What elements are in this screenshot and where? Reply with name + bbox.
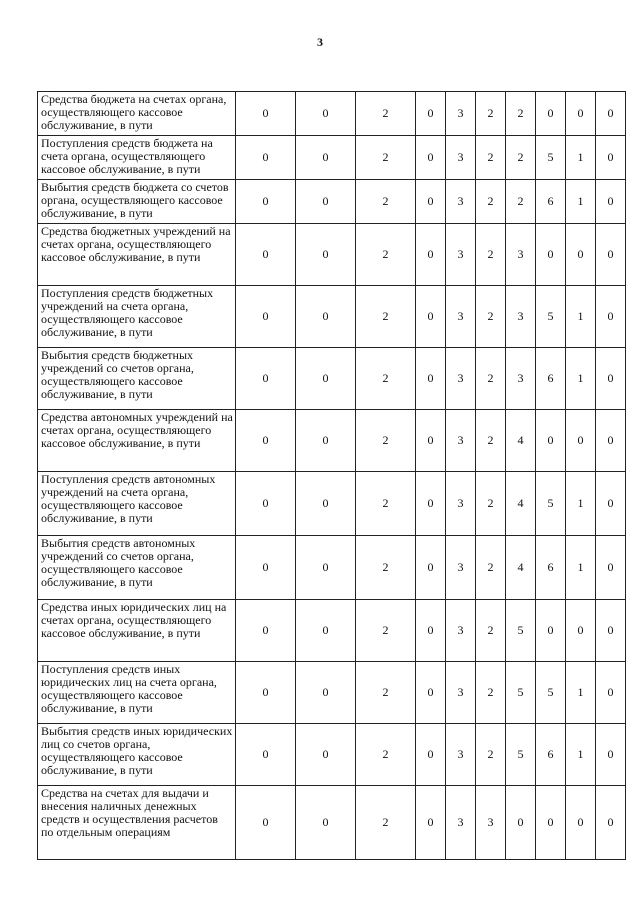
table-row — [38, 536, 626, 600]
code-digit-cell: 3 — [476, 786, 506, 860]
code-digit-cell: 2 — [356, 348, 416, 410]
code-digit-cell: 0 — [536, 600, 566, 662]
row-label-cell: Средства автономных учреждений на счетах органа, осуществляющего кассовое обслуживание, в пути — [38, 410, 236, 472]
code-digit-cell: 0 — [296, 136, 356, 180]
code-digit-cell: 0 — [236, 786, 296, 860]
code-digit-cell: 0 — [416, 224, 446, 286]
code-digit-cell: 0 — [536, 786, 566, 860]
code-digit-cell: 1 — [566, 472, 596, 536]
code-digit-cell: 1 — [566, 536, 596, 600]
code-digit-cell: 5 — [536, 662, 566, 724]
code-digit-cell: 2 — [356, 786, 416, 860]
code-digit-cell: 0 — [236, 410, 296, 472]
code-digit-cell: 2 — [356, 180, 416, 224]
code-digit-cell: 0 — [536, 410, 566, 472]
code-digit-cell: 0 — [416, 180, 446, 224]
code-digit-cell: 2 — [476, 286, 506, 348]
table-row — [38, 662, 626, 724]
code-digit-cell: 2 — [356, 600, 416, 662]
code-digit-cell: 2 — [356, 136, 416, 180]
table-row — [38, 786, 626, 860]
code-digit-cell: 3 — [446, 180, 476, 224]
code-digit-cell: 0 — [416, 348, 446, 410]
code-digit-cell: 1 — [566, 136, 596, 180]
code-digit-cell: 3 — [446, 410, 476, 472]
code-digit-cell: 0 — [596, 662, 626, 724]
table-row — [38, 180, 626, 224]
page-number: 3 — [317, 35, 323, 49]
row-label-cell: Средства бюджетных учреждений на счетах органа, осуществляющего кассовое обслуживание, в пути — [38, 224, 236, 286]
code-digit-cell: 0 — [296, 600, 356, 662]
code-digit-cell: 2 — [506, 92, 536, 136]
row-label-cell: Средства бюджета на счетах органа, осуществляющего кассовое обслуживание, в пути — [38, 92, 236, 136]
code-digit-cell: 0 — [596, 600, 626, 662]
code-digit-cell: 0 — [416, 536, 446, 600]
code-digit-cell: 3 — [506, 286, 536, 348]
code-digit-cell: 6 — [536, 536, 566, 600]
code-digit-cell: 5 — [536, 136, 566, 180]
table-row — [38, 224, 626, 286]
code-digit-cell: 0 — [596, 224, 626, 286]
code-digit-cell: 0 — [566, 92, 596, 136]
code-digit-cell: 2 — [476, 224, 506, 286]
code-digit-cell: 0 — [536, 92, 566, 136]
table-row — [38, 410, 626, 472]
code-digit-cell: 0 — [416, 662, 446, 724]
row-label-cell: Выбытия средств бюджетных учреждений со счетов органа, осуществляющего кассовое обслуживание, в пути — [38, 348, 236, 410]
code-digit-cell: 5 — [506, 724, 536, 786]
code-digit-cell: 0 — [506, 786, 536, 860]
code-digit-cell: 0 — [566, 786, 596, 860]
code-digit-cell: 0 — [596, 92, 626, 136]
code-digit-cell: 2 — [356, 410, 416, 472]
code-digit-cell: 2 — [356, 286, 416, 348]
code-digit-cell: 0 — [236, 136, 296, 180]
code-digit-cell: 0 — [296, 180, 356, 224]
account-codes-table — [37, 91, 626, 860]
code-digit-cell: 0 — [236, 472, 296, 536]
code-digit-cell: 0 — [236, 180, 296, 224]
code-digit-cell: 1 — [566, 724, 596, 786]
code-digit-cell: 0 — [416, 724, 446, 786]
code-digit-cell: 3 — [506, 224, 536, 286]
code-digit-cell: 0 — [596, 472, 626, 536]
code-digit-cell: 3 — [446, 536, 476, 600]
code-digit-cell: 4 — [506, 536, 536, 600]
code-digit-cell: 2 — [356, 662, 416, 724]
code-digit-cell: 0 — [416, 786, 446, 860]
code-digit-cell: 0 — [416, 286, 446, 348]
code-digit-cell: 3 — [446, 348, 476, 410]
code-digit-cell: 0 — [596, 286, 626, 348]
code-digit-cell: 3 — [446, 786, 476, 860]
code-digit-cell: 2 — [476, 410, 506, 472]
code-digit-cell: 2 — [356, 224, 416, 286]
code-digit-cell: 2 — [356, 724, 416, 786]
code-digit-cell: 0 — [296, 472, 356, 536]
code-digit-cell: 3 — [446, 92, 476, 136]
code-digit-cell: 0 — [416, 92, 446, 136]
code-digit-cell: 2 — [476, 348, 506, 410]
row-label-cell: Поступления средств бюджетных учреждений на счета органа, осуществляющего кассовое обслуживание, в пути — [38, 286, 236, 348]
code-digit-cell: 0 — [236, 224, 296, 286]
row-label-cell: Поступления средств бюджета на счета органа, осуществляющего кассовое обслуживание, в пути — [38, 136, 236, 180]
code-digit-cell: 6 — [536, 724, 566, 786]
code-digit-cell: 0 — [596, 724, 626, 786]
code-digit-cell: 1 — [566, 180, 596, 224]
code-digit-cell: 1 — [566, 662, 596, 724]
code-digit-cell: 0 — [566, 410, 596, 472]
table-row — [38, 136, 626, 180]
code-digit-cell: 2 — [476, 180, 506, 224]
code-digit-cell: 3 — [446, 286, 476, 348]
code-digit-cell: 2 — [356, 92, 416, 136]
code-digit-cell: 2 — [476, 92, 506, 136]
code-digit-cell: 5 — [536, 472, 566, 536]
code-digit-cell: 0 — [296, 662, 356, 724]
code-digit-cell: 6 — [536, 348, 566, 410]
code-digit-cell: 3 — [446, 724, 476, 786]
code-digit-cell: 2 — [356, 536, 416, 600]
table-row — [38, 600, 626, 662]
code-digit-cell: 0 — [566, 224, 596, 286]
code-digit-cell: 3 — [446, 472, 476, 536]
code-digit-cell: 2 — [476, 536, 506, 600]
row-label-cell: Поступления средств иных юридических лиц на счета органа, осуществляющего кассовое обслуживание, в пути — [38, 662, 236, 724]
code-digit-cell: 0 — [236, 348, 296, 410]
code-digit-cell: 0 — [236, 92, 296, 136]
row-label-cell: Средства иных юридических лиц на счетах органа, осуществляющего кассовое обслуживание, в пути — [38, 600, 236, 662]
code-digit-cell: 3 — [446, 600, 476, 662]
code-digit-cell: 0 — [596, 180, 626, 224]
code-digit-cell: 0 — [416, 600, 446, 662]
code-digit-cell: 0 — [296, 224, 356, 286]
table-row — [38, 724, 626, 786]
code-digit-cell: 0 — [296, 536, 356, 600]
code-digit-cell: 0 — [296, 410, 356, 472]
code-digit-cell: 0 — [416, 410, 446, 472]
code-digit-cell: 0 — [566, 600, 596, 662]
row-label-cell: Выбытия средств бюджета со счетов органа, осуществляющего кассовое обслуживание, в пути — [38, 180, 236, 224]
table-row — [38, 348, 626, 410]
code-digit-cell: 0 — [536, 224, 566, 286]
code-digit-cell: 0 — [416, 472, 446, 536]
code-digit-cell: 0 — [296, 724, 356, 786]
row-label-cell: Поступления средств автономных учреждений на счета органа, осуществляющего кассовое обслуживание, в пути — [38, 472, 236, 536]
code-digit-cell: 1 — [566, 286, 596, 348]
table-body — [38, 92, 626, 860]
code-digit-cell: 6 — [536, 180, 566, 224]
row-label-cell: Выбытия средств автономных учреждений со счетов органа, осуществляющего кассовое обслуживание, в пути — [38, 536, 236, 600]
code-digit-cell: 4 — [506, 472, 536, 536]
code-digit-cell: 0 — [296, 786, 356, 860]
code-digit-cell: 5 — [506, 600, 536, 662]
code-digit-cell: 2 — [506, 136, 536, 180]
code-digit-cell: 0 — [416, 136, 446, 180]
code-digit-cell: 3 — [446, 224, 476, 286]
code-digit-cell: 5 — [506, 662, 536, 724]
code-digit-cell: 3 — [506, 348, 536, 410]
code-digit-cell: 0 — [236, 662, 296, 724]
code-digit-cell: 2 — [476, 662, 506, 724]
code-digit-cell: 0 — [596, 410, 626, 472]
code-digit-cell: 0 — [236, 600, 296, 662]
code-digit-cell: 0 — [596, 136, 626, 180]
table-row — [38, 472, 626, 536]
code-digit-cell: 2 — [476, 136, 506, 180]
code-digit-cell: 3 — [446, 136, 476, 180]
code-digit-cell: 5 — [536, 286, 566, 348]
code-digit-cell: 2 — [476, 724, 506, 786]
code-digit-cell: 3 — [446, 662, 476, 724]
code-digit-cell: 0 — [596, 536, 626, 600]
row-label-cell: Выбытия средств иных юридических лиц со счетов органа, осуществляющего кассовое обслуживание, в пути — [38, 724, 236, 786]
code-digit-cell: 0 — [296, 92, 356, 136]
code-digit-cell: 2 — [506, 180, 536, 224]
table-row — [38, 92, 626, 136]
code-digit-cell: 2 — [476, 600, 506, 662]
code-digit-cell: 4 — [506, 410, 536, 472]
code-digit-cell: 0 — [236, 536, 296, 600]
code-digit-cell: 0 — [596, 786, 626, 860]
code-digit-cell: 0 — [236, 724, 296, 786]
code-digit-cell: 0 — [296, 348, 356, 410]
code-digit-cell: 0 — [296, 286, 356, 348]
table-row — [38, 286, 626, 348]
code-digit-cell: 1 — [566, 348, 596, 410]
row-label-cell: Средства на счетах для выдачи и внесения наличных денежных средств и осуществления расчетов по отдельным операциям — [38, 786, 236, 860]
code-digit-cell: 2 — [356, 472, 416, 536]
code-digit-cell: 0 — [596, 348, 626, 410]
code-digit-cell: 0 — [236, 286, 296, 348]
code-digit-cell: 2 — [476, 472, 506, 536]
